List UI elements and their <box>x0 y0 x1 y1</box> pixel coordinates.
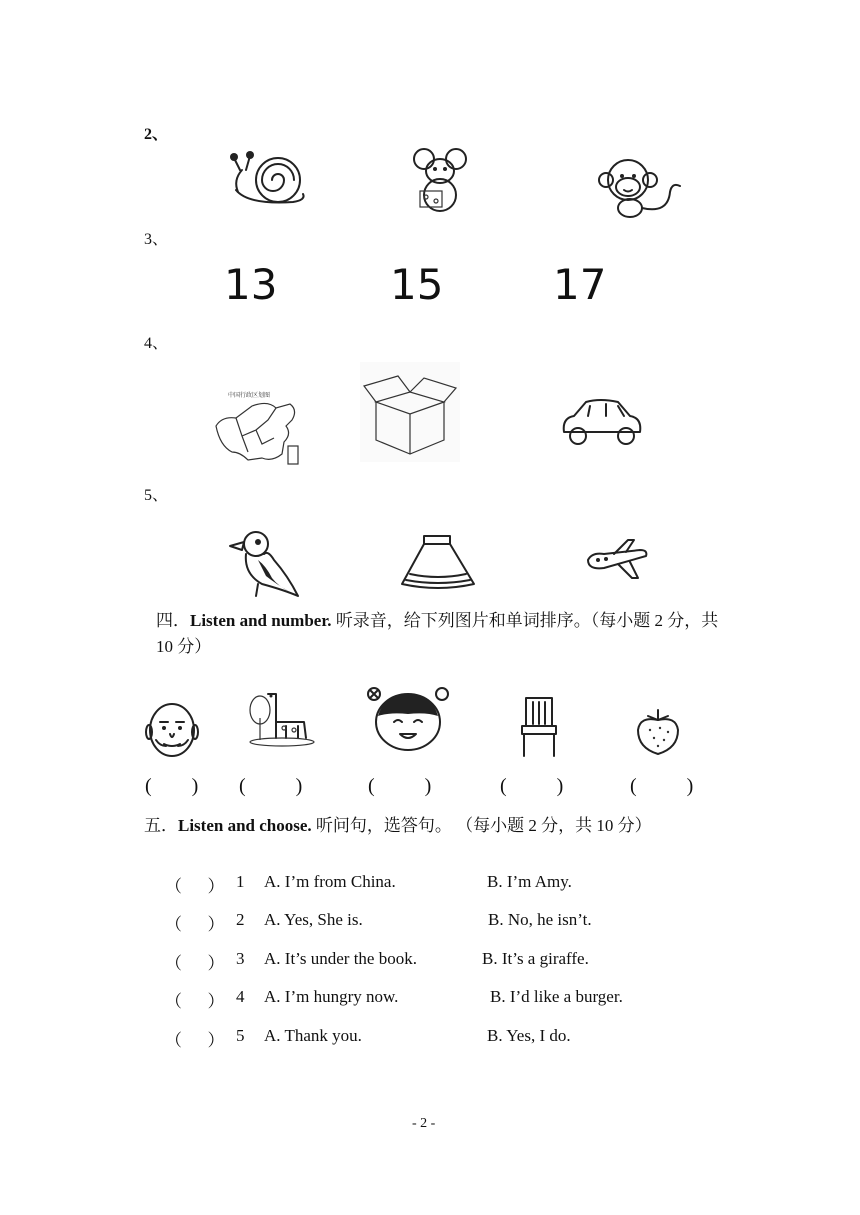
section-5-prefix: 五． <box>144 816 178 835</box>
q3-option-a: A. It’s under the book. <box>264 949 417 968</box>
q1-option-b: B. I’m Amy. <box>487 872 572 891</box>
number-17: 17 <box>553 260 607 309</box>
strawberry-icon <box>636 708 682 756</box>
q1-answer-paren[interactable]: （ ） <box>165 877 225 896</box>
q1-option-a: A. I’m from China. <box>264 872 396 891</box>
section-4-prefix: 四． <box>156 611 190 630</box>
q5-answer-paren[interactable]: （ ） <box>165 1031 225 1050</box>
answer-blank-5[interactable]: ( ) <box>630 775 694 797</box>
question-number-2: 2、 <box>144 126 169 143</box>
number-13: 13 <box>224 260 278 309</box>
section-4-title-en: Listen and number. <box>190 611 332 630</box>
bird-icon <box>228 530 302 598</box>
q4-answer-paren[interactable]: （ ） <box>165 992 225 1011</box>
snail-icon <box>228 150 308 208</box>
q4-option-a: A. I’m hungry now. <box>264 987 399 1006</box>
section-5-title <box>144 813 724 839</box>
grandpa-icon <box>146 698 200 760</box>
q3-answer-paren[interactable]: （ ） <box>165 954 225 973</box>
q2-option-a: A. Yes, She is. <box>264 910 363 929</box>
q5-option-a: A. Thank you. <box>264 1026 362 1045</box>
q3-option-b: B. It’s a giraffe. <box>482 949 589 968</box>
number-15: 15 <box>390 260 444 309</box>
girl-icon <box>364 684 452 754</box>
question-number-5: 5、 <box>144 487 169 504</box>
section-5-title-en: Listen and choose. <box>178 816 312 835</box>
answer-blank-4[interactable]: ( ) <box>500 775 564 797</box>
skirt-icon <box>400 534 476 590</box>
q1-number: 1 <box>236 872 245 891</box>
page-number: - 2 - <box>412 1116 436 1131</box>
car-icon <box>560 398 644 448</box>
section-5-title-cn: 听问句，选答句。 （每小题 2 分，共 10 分） <box>311 816 652 835</box>
q3-number: 3 <box>236 949 245 968</box>
map-picture <box>212 390 308 468</box>
answer-blank-1[interactable]: ( ) <box>145 775 199 797</box>
question-number-3: 3、 <box>144 231 169 248</box>
q4-option-b: B. I’d like a burger. <box>490 987 623 1006</box>
chair-icon <box>518 696 560 758</box>
section-4-title <box>156 608 726 660</box>
q5-option-b: B. Yes, I do. <box>487 1026 571 1045</box>
box-icon <box>360 362 460 462</box>
mouse-icon <box>410 147 470 215</box>
q2-answer-paren[interactable]: （ ） <box>165 915 225 934</box>
q2-number: 2 <box>236 910 245 929</box>
answer-blank-2[interactable]: ( ) <box>239 775 303 797</box>
q5-number: 5 <box>236 1026 245 1045</box>
q4-number: 4 <box>236 987 245 1006</box>
map-caption: 中国行政区划图 <box>228 392 271 399</box>
monkey-icon <box>598 156 682 220</box>
plane-icon <box>584 538 650 580</box>
giraffe-icon <box>246 688 318 750</box>
question-number-4: 4、 <box>144 335 169 352</box>
q2-option-b: B. No, he isn’t. <box>488 910 592 929</box>
section-4-title-cn: 听录音，给下列图片和单词排序。（每小题 2 分，共 10 分） <box>156 611 719 656</box>
answer-blank-3[interactable]: ( ) <box>368 775 432 797</box>
map-icon <box>212 396 308 468</box>
